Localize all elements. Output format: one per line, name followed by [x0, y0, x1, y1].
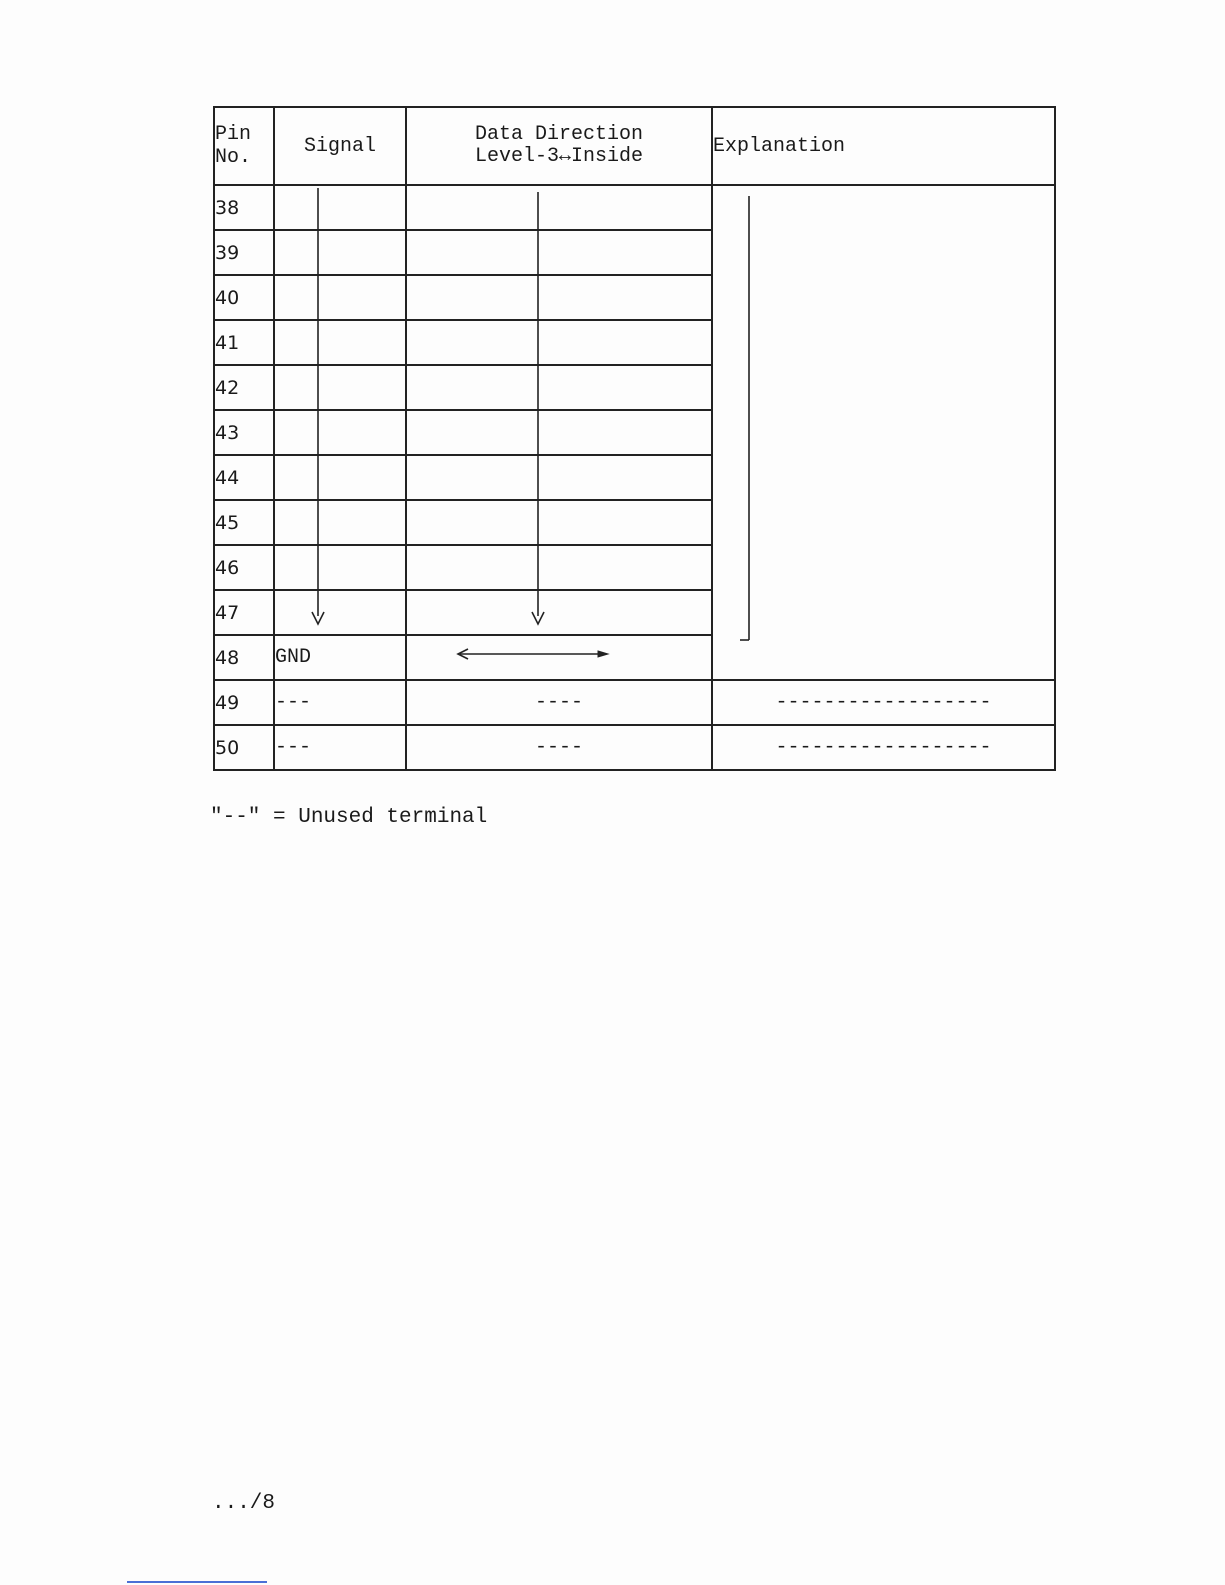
pin-cell: 40 — [214, 275, 274, 320]
pin-cell: 45 — [214, 500, 274, 545]
signal-unused: --- — [274, 725, 406, 770]
pin-cell: 43 — [214, 410, 274, 455]
pin-cell: 46 — [214, 545, 274, 590]
direction-unused: ---- — [406, 680, 712, 725]
explanation-unused: ------------------ — [712, 725, 1055, 770]
right-arrowhead-icon — [598, 651, 608, 657]
signal-unused: --- — [274, 680, 406, 725]
header-explanation: Explanation — [712, 107, 1055, 185]
pin-cell: 42 — [214, 365, 274, 410]
pin-cell: 48 — [214, 635, 274, 680]
unused-terminal-footnote: "--" = Unused terminal — [210, 806, 488, 829]
pin-cell: 44 — [214, 455, 274, 500]
header-signal: Signal — [274, 107, 406, 185]
pin-cell: 41 — [214, 320, 274, 365]
pin-cell: 50 — [214, 725, 274, 770]
header-data-direction: Data Direction Level-3↔Inside — [406, 107, 712, 185]
header-pin-no: Pin No. — [214, 107, 274, 185]
page-number: .../8 — [212, 1492, 276, 1515]
pin-cell: 38 — [214, 185, 274, 230]
bottom-edge-line — [127, 1581, 267, 1583]
explanation-unused: ------------------ — [712, 680, 1055, 725]
pin-cell: 39 — [214, 230, 274, 275]
direction-unused: ---- — [406, 725, 712, 770]
signal-gnd: GND — [274, 635, 406, 680]
pin-cell: 49 — [214, 680, 274, 725]
pin-cell: 47 — [214, 590, 274, 635]
